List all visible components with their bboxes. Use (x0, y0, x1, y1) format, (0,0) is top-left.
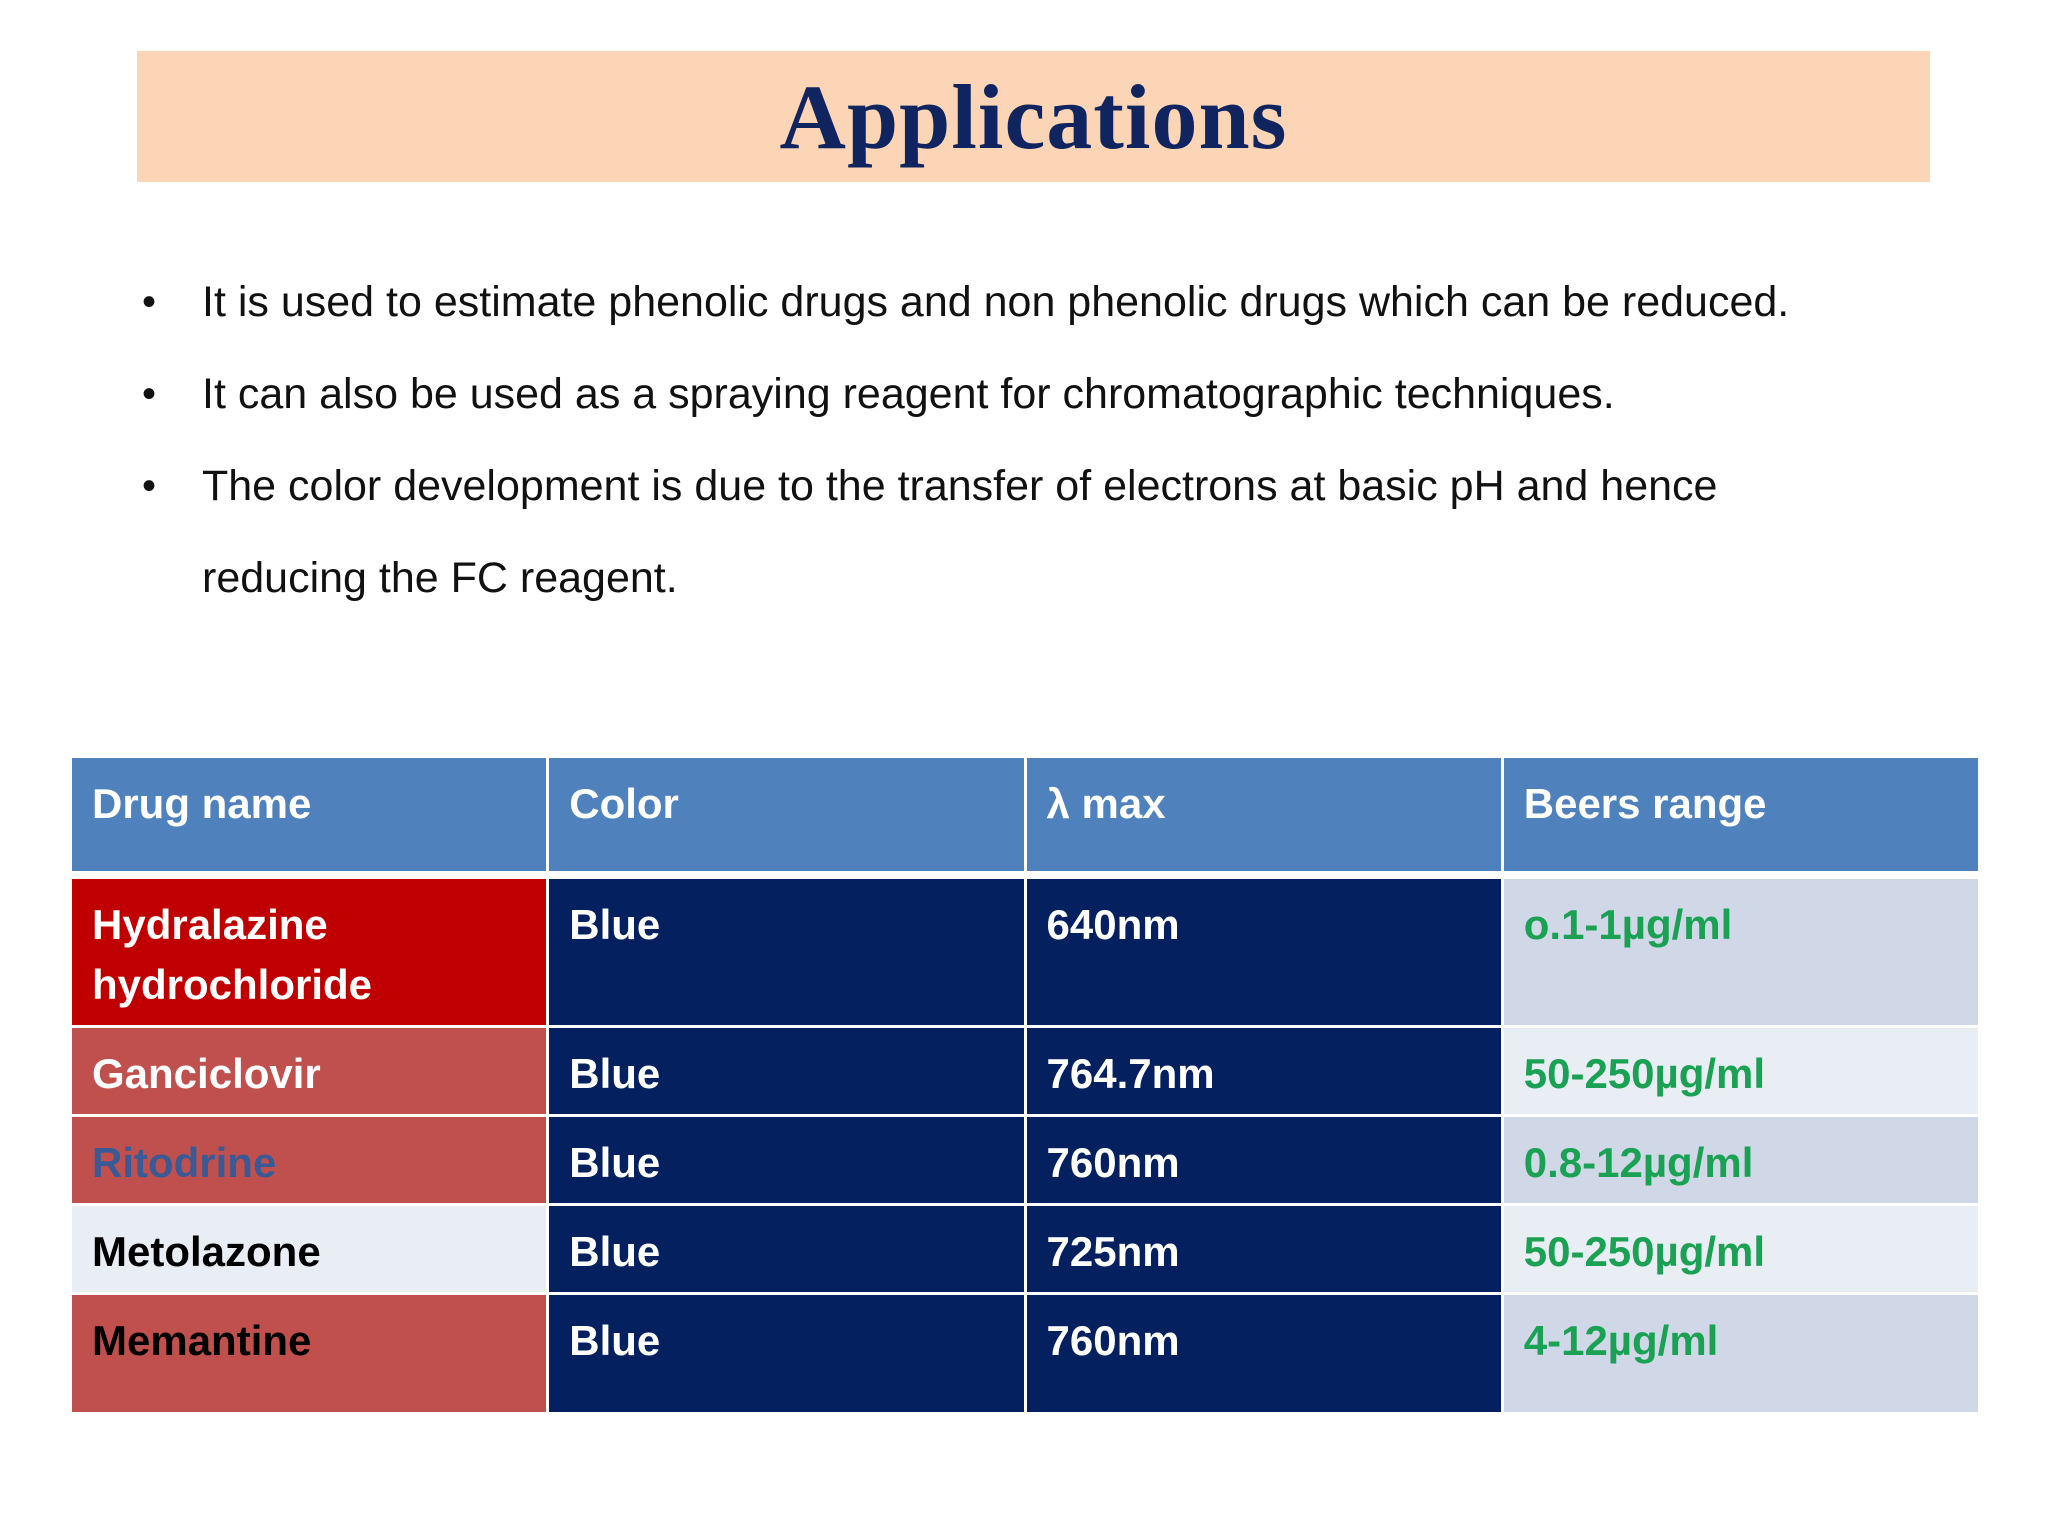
beers-range-cell: o.1-1µg/ml (1502, 875, 1979, 1027)
slide-title: Applications (779, 65, 1288, 168)
color-cell: Blue (548, 1026, 1025, 1115)
lambda-max-cell: 760nm (1025, 1293, 1502, 1413)
beers-range-cell: 0.8-12µg/ml (1502, 1115, 1979, 1204)
drug-name-cell: Ritodrine (71, 1115, 548, 1204)
table-row (71, 875, 1980, 1027)
header-drug-name: Drug name (71, 757, 548, 875)
bullet-item (137, 256, 1837, 348)
bullet-dot-icon: • (141, 464, 156, 508)
table-row (71, 1204, 1980, 1293)
drug-name-cell: Hydralazine hydrochloride (71, 875, 548, 1027)
title-banner (137, 51, 1930, 182)
drug-table (69, 755, 1981, 1415)
bullet-text: It is used to estimate phenolic drugs and non phenolic drugs which can be reduced. (202, 278, 1790, 326)
bullet-item (137, 348, 1837, 440)
bullet-text: The color development is due to the transfer of electrons at basic pH and hence reducing the FC reagent. (202, 462, 1718, 602)
color-cell: Blue (548, 1293, 1025, 1413)
header-beers-range: Beers range (1502, 757, 1979, 875)
color-cell: Blue (548, 875, 1025, 1027)
lambda-max-cell: 725nm (1025, 1204, 1502, 1293)
beers-range-cell: 50-250µg/ml (1502, 1026, 1979, 1115)
drug-name-cell: Ganciclovir (71, 1026, 548, 1115)
bullet-dot-icon: • (141, 280, 156, 324)
table-row (71, 1115, 1980, 1204)
header-lambda-max: λ max (1025, 757, 1502, 875)
color-cell: Blue (548, 1115, 1025, 1204)
bullet-dot-icon: • (141, 372, 156, 416)
header-color: Color (548, 757, 1025, 875)
bullet-item (137, 440, 1837, 624)
bullet-list (137, 256, 1837, 624)
drug-name-cell: Metolazone (71, 1204, 548, 1293)
beers-range-cell: 50-250µg/ml (1502, 1204, 1979, 1293)
lambda-max-cell: 640nm (1025, 875, 1502, 1027)
table-row (71, 1026, 1980, 1115)
bullet-text: It can also be used as a spraying reagent for chromatographic techniques. (202, 370, 1615, 418)
color-cell: Blue (548, 1204, 1025, 1293)
lambda-max-cell: 764.7nm (1025, 1026, 1502, 1115)
beers-range-cell: 4-12µg/ml (1502, 1293, 1979, 1413)
table-header-row (71, 757, 1980, 875)
lambda-max-cell: 760nm (1025, 1115, 1502, 1204)
drug-name-cell: Memantine (71, 1293, 548, 1413)
table-row (71, 1293, 1980, 1413)
